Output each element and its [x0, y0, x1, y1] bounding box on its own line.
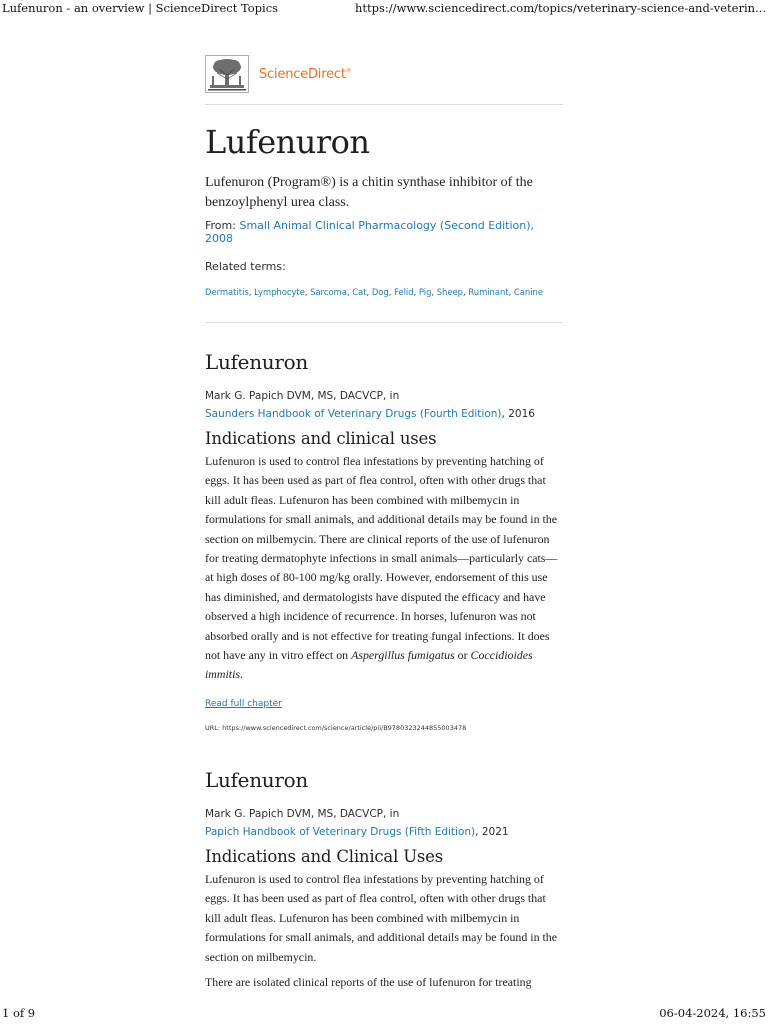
from-label: From:	[205, 219, 236, 232]
related-terms-label: Related terms:	[205, 260, 286, 273]
section-title: Lufenuron	[205, 767, 308, 792]
print-page-title: Lufenuron - an overview | ScienceDirect Topics	[2, 1, 279, 15]
section-title: Lufenuron	[205, 350, 308, 374]
related-term-link[interactable]: Dermatitis	[205, 287, 249, 297]
print-header	[0, 0, 768, 18]
page-counter: 1 of 9	[2, 1006, 36, 1020]
related-term-link[interactable]: Cat	[352, 287, 367, 297]
article-content	[205, 54, 563, 992]
author-name: Mark G. Papich DVM, MS, DACVCP, in	[205, 390, 400, 402]
related-term-link[interactable]: Dog	[371, 287, 389, 297]
topic-definition: Lufenuron (Program®) is a chitin synthase inhibitor of the benzoylphenyl urea class.	[205, 175, 533, 210]
divider	[205, 104, 563, 105]
book-link[interactable]: Saunders Handbook of Veterinary Drugs (Fourth Edition)	[205, 408, 502, 420]
elsevier-tree-icon	[205, 55, 249, 93]
read-full-chapter	[205, 699, 563, 709]
section-paragraph: There are isolated clinical reports of the use of lufenuron for treating	[205, 974, 532, 989]
related-terms-list: Dermatitis, Lymphocyte, Sarcoma, Cat, Dog, Felid, Pig, Sheep, Ruminant, Canine	[205, 287, 543, 297]
section-paragraph: Lufenuron is used to control flea infestations by preventing hatching of eggs. It has been used as part of flea control, often with other drugs that kill adult fleas. Lufenuron has been combined with milbemycin in formulations for small animals, and additional details may be found in the section on milbemycin.	[205, 871, 558, 964]
related-term-link[interactable]: Pig	[418, 287, 432, 297]
page-title: Lufenuron	[205, 123, 370, 161]
book-year: , 2016	[501, 408, 535, 420]
related-term-link[interactable]: Ruminant	[468, 287, 509, 297]
author-line	[205, 387, 563, 423]
brand-header	[205, 54, 563, 94]
section-subheading: Indications and Clinical Uses	[205, 846, 444, 866]
book-year: , 2021	[475, 825, 509, 838]
section-paragraph: Lufenuron is used to control flea infestations by preventing hatching of eggs. It has been used as part of flea control, often with other drugs that kill adult fleas. Lufenuron has been combined with milbemycin in formulations for small animals, and additional details may be found in the section on milbemycin. There are clinical reports of the use of lufenuron for treating dermatophyte infections in small animals—particularly cats—at high doses of 80-100 mg/kg orally. However, endorsement of this use has diminished, and dermatologists have disputed the efficacy and have observed a high incidence of recurrence. In horses, lufenuron was not absorbed orally and is not effective for treating fungal infections. It does not have any in vitro effect on Aspergillus fumigatus or Coccidioides immitis.	[205, 454, 558, 682]
divider	[205, 322, 563, 323]
chapter-section	[205, 768, 563, 992]
related-term-link[interactable]: Felid	[394, 287, 414, 297]
related-term-link[interactable]: Sheep	[436, 287, 463, 297]
author-line	[205, 805, 563, 841]
topic-source	[205, 219, 563, 245]
source-link[interactable]: Small Animal Clinical Pharmacology (Second Edition), 2008	[205, 219, 535, 245]
section-subheading: Indications and clinical uses	[205, 429, 437, 448]
brand-wordmark[interactable]: ScienceDirect®	[259, 66, 352, 82]
related-term-link[interactable]: Canine	[513, 287, 543, 297]
read-full-chapter-link[interactable]: Read full chapter	[205, 698, 282, 709]
print-datetime: 06-04-2024, 16:55	[659, 1006, 766, 1020]
print-page-url: https://www.sciencedirect.com/topics/veterinary-science-and-veterin...	[354, 1, 766, 15]
related-term-link[interactable]: Lymphocyte	[254, 287, 305, 297]
chapter-url: URL: https://www.sciencedirect.com/science/article/pii/B9780323244855003478	[205, 723, 467, 732]
related-term-link[interactable]: Sarcoma	[310, 287, 347, 297]
book-link[interactable]: Papich Handbook of Veterinary Drugs (Fifth Edition)	[205, 825, 476, 838]
chapter-section	[205, 350, 563, 732]
print-footer	[0, 1006, 768, 1024]
author-name: Mark G. Papich DVM, MS, DACVCP, in	[205, 807, 400, 820]
